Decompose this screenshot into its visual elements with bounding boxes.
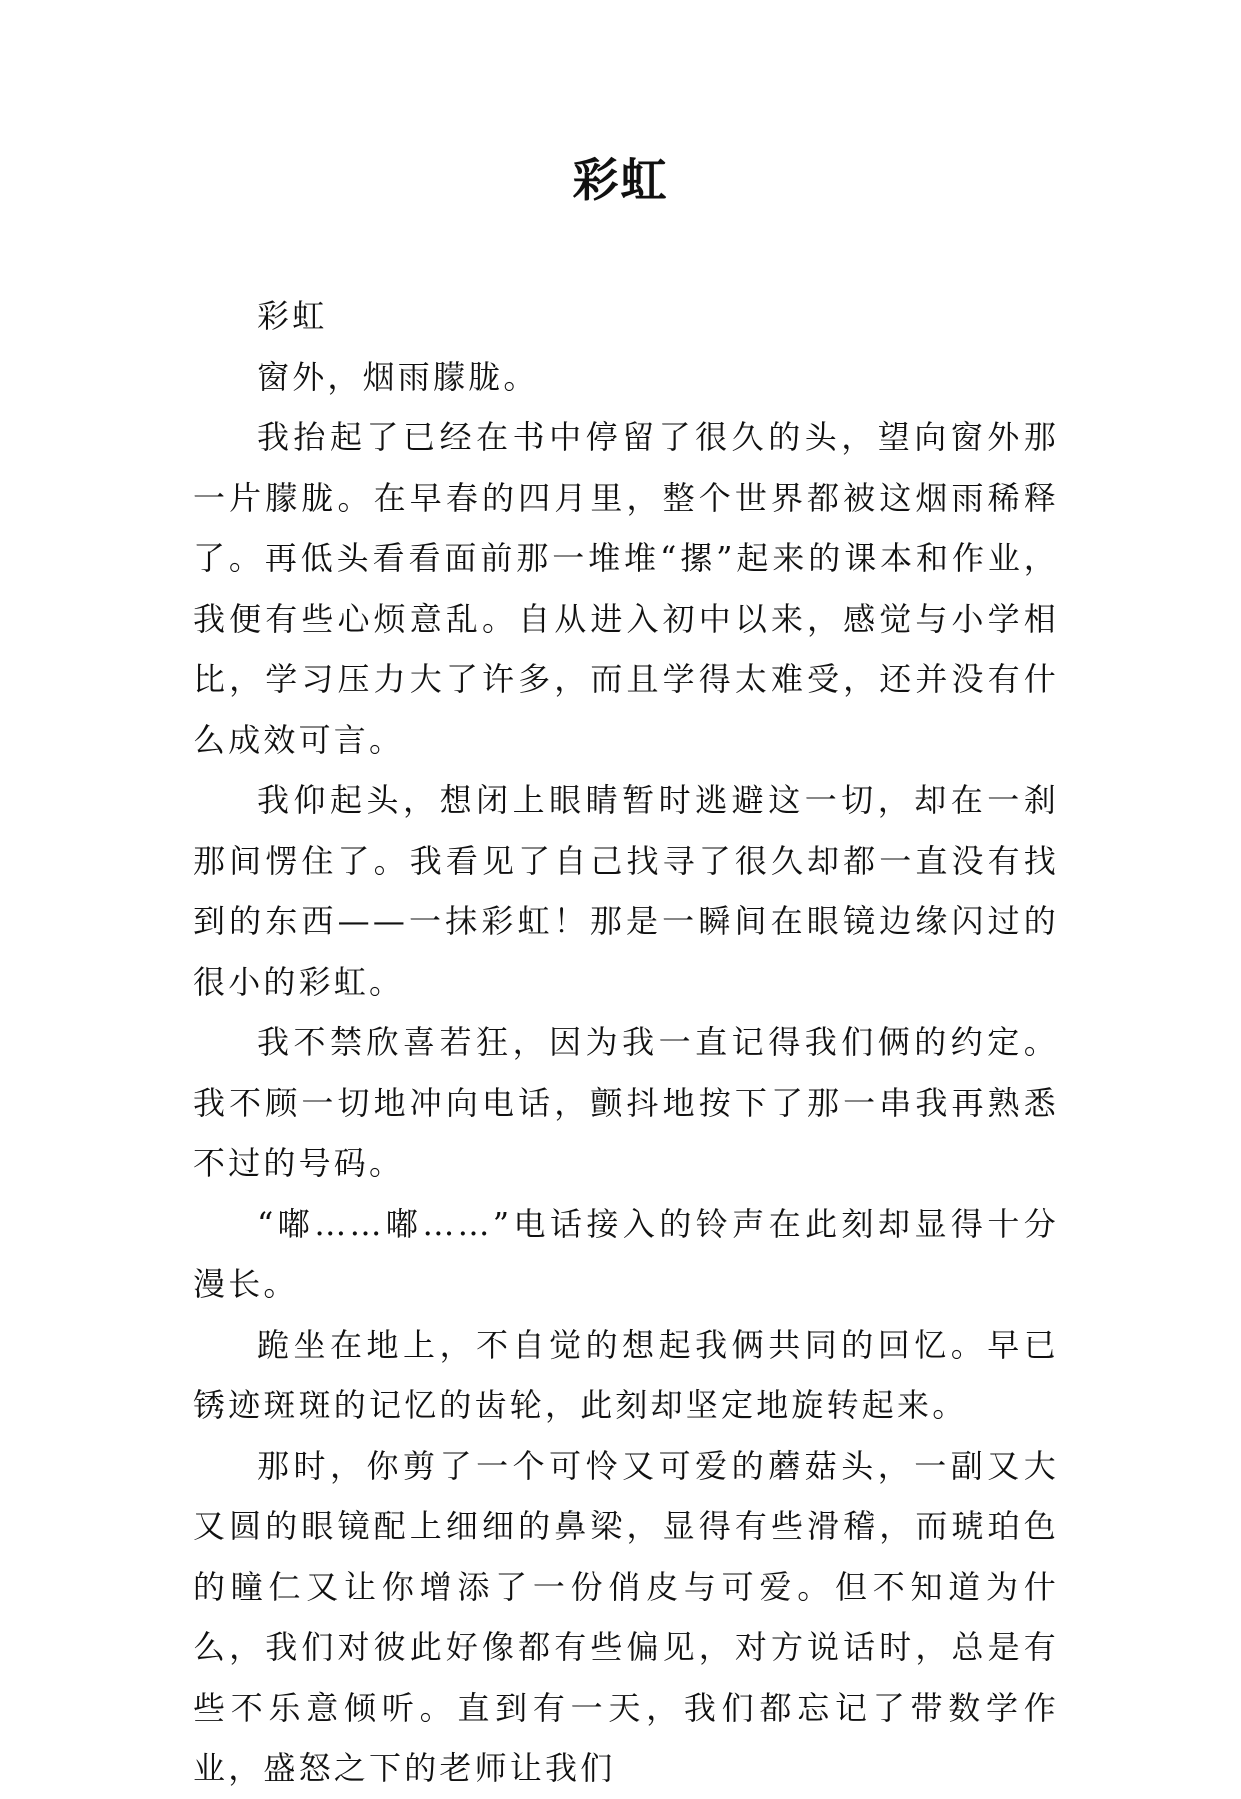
paragraph: “嘟……嘟……”电话接入的铃声在此刻却显得十分漫长。 (193, 1204, 1059, 1303)
paragraph: 那时，你剪了一个可怜又可爱的蘑菇头，一副又大又圆的眼镜配上细细的鼻梁，显得有些滑稽，而琥珀色的瞳仁又让你增添了一份俏皮与可爱。但不知道为什么，我们对彼此好像都有些偏见，对方说话时，总是有些不乐意倾听。直到有一天，我们都忘记了带数学作业，盛怒之下的老师让我们 (193, 1446, 1059, 1787)
paragraph: 跪坐在地上，不自觉的想起我俩共同的回忆。早已锈迹斑斑的记忆的齿轮，此刻却坚定地旋转起来。 (193, 1325, 1059, 1424)
document-body (193, 286, 1059, 1799)
paragraph: 窗外，烟雨朦胧。 (257, 357, 539, 396)
paragraph: 我抬起了已经在书中停留了很久的头，望向窗外那一片朦胧。在早春的四月里，整个世界都被这烟雨稀释了。再低头看看面前那一堆堆“摞”起来的课本和作业，我便有些心烦意乱。自从进入初中以来，感觉与小学相比，学习压力大了许多，而且学得太难受，还并没有什么成效可言。 (193, 418, 1059, 759)
paragraph: 我不禁欣喜若狂，因为我一直记得我们俩的约定。我不顾一切地冲向电话，颤抖地按下了那一串我再熟悉不过的号码。 (193, 1023, 1059, 1182)
paragraph: 彩虹 (257, 297, 328, 335)
paragraph: 我仰起头，想闭上眼睛暂时逃避这一切，却在一刹那间愣住了。我看见了自己找寻了很久却都一直没有找到的东西——一抹彩虹！那是一瞬间在眼镜边缘闪过的很小的彩虹。 (193, 781, 1059, 1001)
document-title: 彩虹 (572, 153, 669, 207)
